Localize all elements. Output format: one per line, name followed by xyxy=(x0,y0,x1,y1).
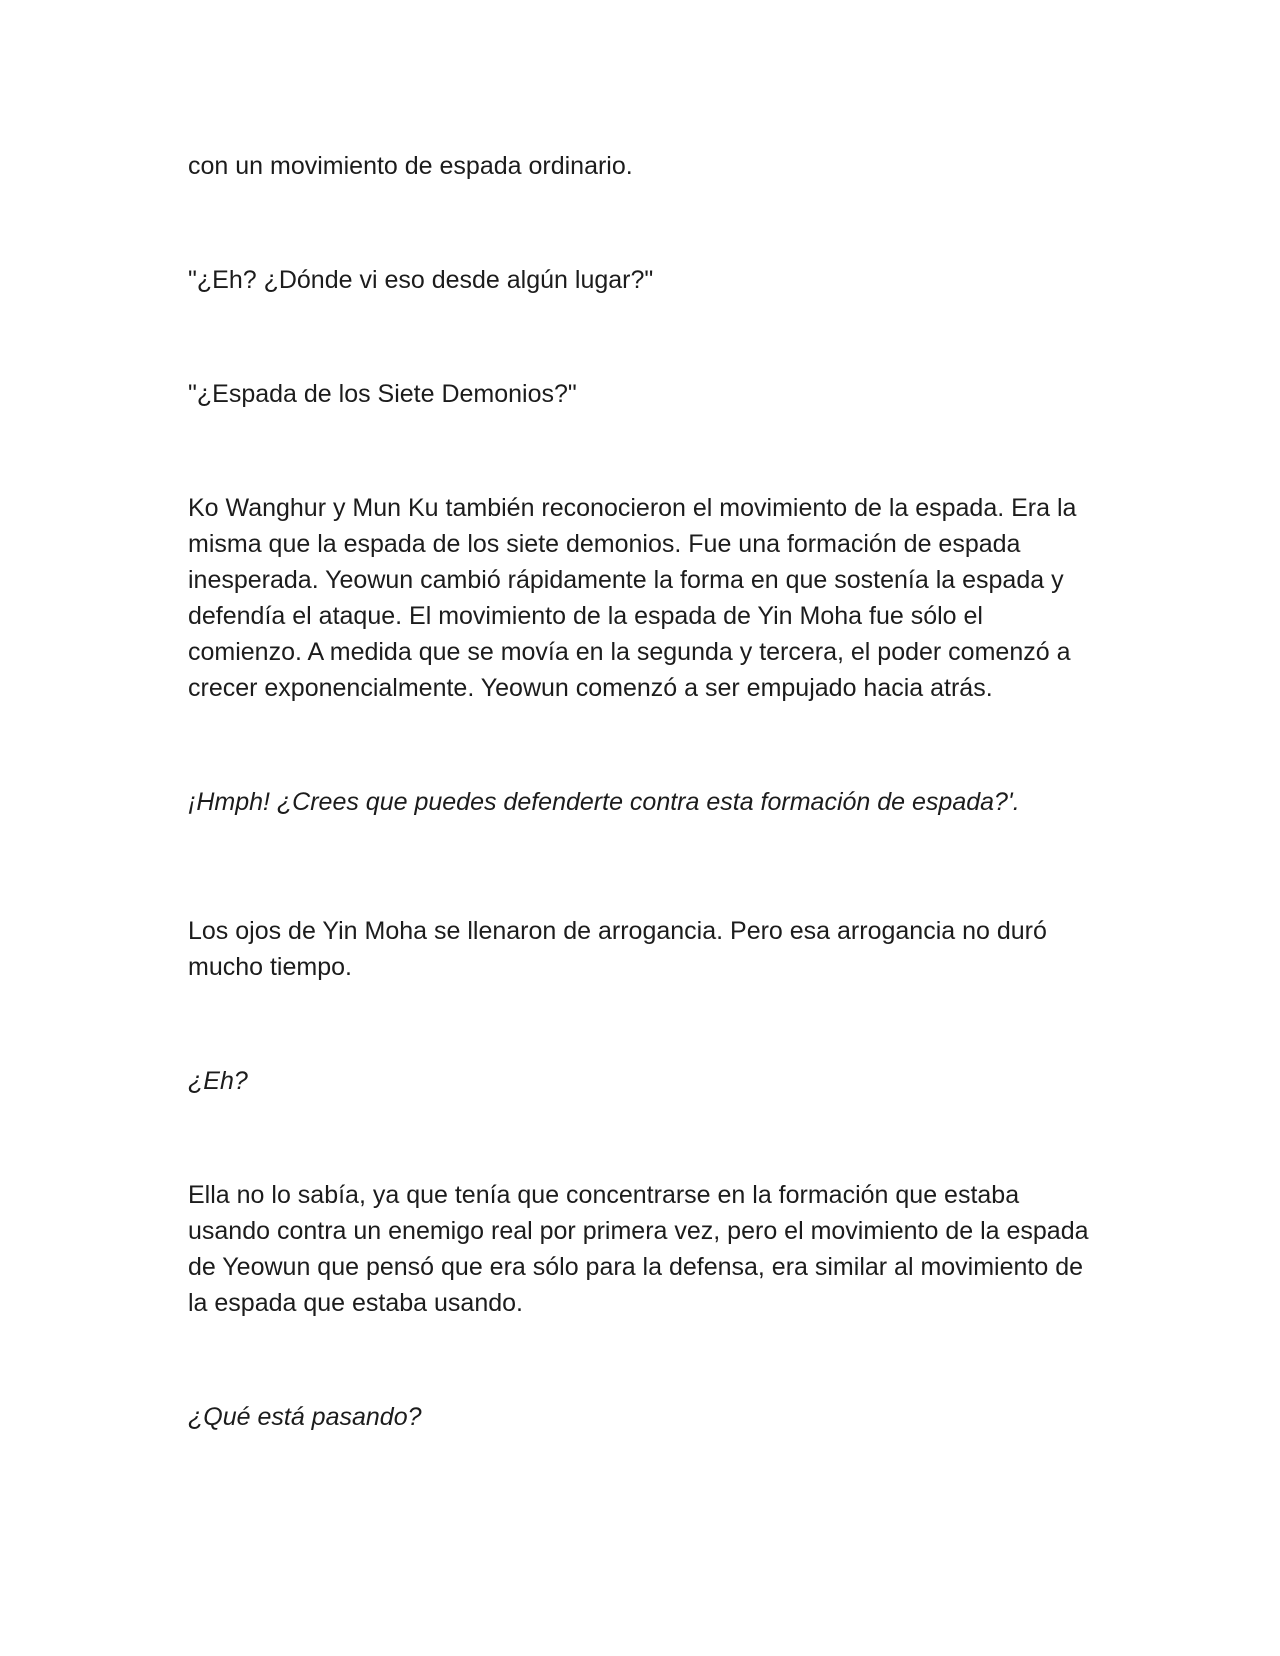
paragraph-spacer xyxy=(188,985,1103,1063)
paragraph-spacer xyxy=(188,412,1103,490)
paragraph-spacer xyxy=(188,1099,1103,1177)
paragraph-9: ¿Qué está pasando? xyxy=(188,1403,422,1431)
paragraph-spacer xyxy=(188,820,1103,913)
paragraph-1: con un movimiento de espada ordinario. xyxy=(188,152,633,180)
paragraph-4: Ko Wanghur y Mun Ku también reconocieron el movimiento de la espada. Era la misma que la espada de los siete demonios. Fue una formación de espada inesperada. Yeowun cambió rápidamente la forma en que sostenía la espada y defendía el ataque. El movimiento de la espada de Yin Moha fue sólo el comienzo. A medida que se movía en la segunda y tercera, el poder comenzó a crecer exponencialmente. Yeowun comenzó a ser empujado hacia atrás. xyxy=(188,494,1077,702)
paragraph-spacer xyxy=(188,184,1103,262)
paragraph-8: Ella no lo sabía, ya que tenía que concentrarse en la formación que estaba usando contra un enemigo real por primera vez, pero el movimiento de la espada de Yeowun que pensó que era sólo para la defensa, era similar al movimiento de la espada que estaba usando. xyxy=(188,1181,1089,1317)
paragraph-7: ¿Eh? xyxy=(188,1067,248,1095)
paragraph-spacer xyxy=(188,298,1103,376)
document-body xyxy=(188,148,1103,1435)
paragraph-6: Los ojos de Yin Moha se llenaron de arrogancia. Pero esa arrogancia no duró mucho tiempo. xyxy=(188,917,1047,981)
paragraph-2: "¿Eh? ¿Dónde vi eso desde algún lugar?" xyxy=(188,266,654,294)
paragraph-5: ¡Hmph! ¿Crees que puedes defenderte contra esta formación de espada?'. xyxy=(188,788,1020,816)
paragraph-3: "¿Espada de los Siete Demonios?" xyxy=(188,380,577,408)
paragraph-spacer xyxy=(188,1321,1103,1399)
paragraph-spacer xyxy=(188,706,1103,784)
